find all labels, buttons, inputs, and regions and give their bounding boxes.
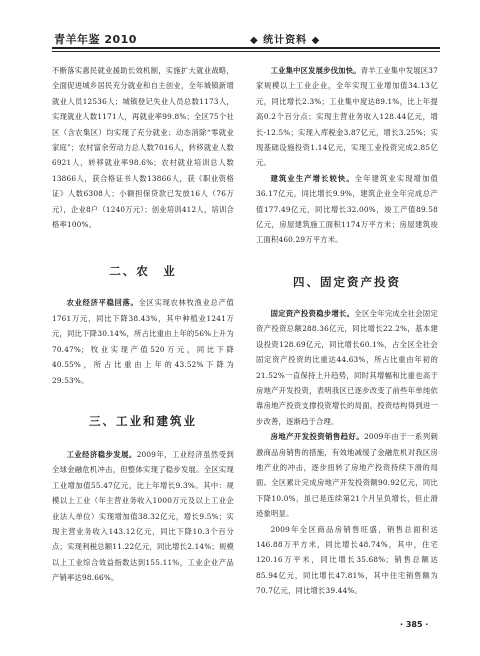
employment-paragraph: 不断落实惠民就业援助长效机制，实施扩大就业战略，全面促进城乡居民充分就业和自主创业，全年城镇新增就业人员12536人；城镇登记失业人员总数1173人，实现就业人数1171人，再就业率99.8%；全区75个社区（含农集区）均实现了充分就业；动态消除“零就业家庭”；农村富余劳动力总人数7016人，转移就业人数6921人，转移就业率98.6%；农村就业培训总人数13866人，获合格证书人数13866人，获《职业资格证》人数6308人；小额担保贷款已发放16人（76万元），企业8户（1240万元）；创业培训412人，培训合格率100%。 bbox=[52, 66, 234, 230]
industrial-zone-lead: 工业集中区发展步伐加快。 bbox=[270, 66, 361, 75]
left-column bbox=[52, 63, 234, 586]
section-title-investment: 四、固定资产投资 bbox=[293, 274, 401, 289]
page-number: · 385 · bbox=[400, 620, 429, 629]
section-tag: ◆ 统计资料 ◆ bbox=[250, 35, 321, 46]
investment-body: 全区全年完成全社会固定资产投资总额288.36亿元，同比增长22.2%，基本建设投资128.69亿元，同比增长60.1%，占全区全社会固定资产投资的比重达44.63%，所占比重由年初的21.52%一直保持上升趋势，同时其增幅和比重也高于房地产开发投资，表明我区已逐步改变了前些年单纯依靠房地产投资支撑投资增长的局面，投资结构得到进一步改善，逐渐趋于合理。 bbox=[256, 308, 438, 426]
real-estate-paragraph bbox=[256, 429, 438, 521]
investment-paragraph bbox=[256, 306, 438, 429]
agriculture-lead: 农业经济平稳回落。 bbox=[66, 298, 139, 308]
industry-lead: 工业经济稳步发展。 bbox=[66, 449, 137, 459]
page-header bbox=[52, 30, 440, 50]
real-estate-body: 2009年由于一系列刺激商品房销售的措施，有效地减缓了金融危机对我区房地产业的冲击，逐步扭转了房地产投资持续下滑的局面。全区累计完成房地产开发投资额90.92亿元，同比下降10.0%，虽已是连续第21个月呈负增长，但止滑迹象明显。 bbox=[256, 432, 438, 519]
header-rule-thin bbox=[52, 51, 440, 52]
agriculture-paragraph bbox=[52, 295, 234, 387]
sales-paragraph: 2009年全区商品房销售旺盛，销售总面积达146.88万平方米，同比增长48.74%，其中，住宅120.16万平米，同比增长35.68%；销售总额达85.94亿元，同比增长47.81%，其中住宅销售额为70.7亿元，同比增长39.44%。 bbox=[256, 524, 438, 596]
construction-paragraph bbox=[256, 171, 438, 248]
industry-body: 2009年，工业经济虽然受到全球金融危机冲击，但整体实现了稳步发展。全区实现工业增加值55.47亿元，比上年增长9.3%。其中：规模以上工业（年主营业务收入1000万元及以上工业企业法人单位）实现增加值38.32亿元，增长9.5%；实现主营业务收入143.12亿元，同比下降10.3个百分点；实现利税总额11.22亿元，同比增长2.14%；规模以上工业综合效益指数达到155.11%，工业企业产品产销率达98.66%。 bbox=[52, 449, 234, 583]
industry-paragraph bbox=[52, 447, 234, 586]
real-estate-lead: 房地产开发投资销售趋好。 bbox=[270, 432, 365, 442]
construction-body: 全年建筑业实现增加值36.17亿元，同比增长9.9%，建筑企业全年完成总产值177.49亿元，同比增长32.00%，竣工产值89.58亿元，房屋建筑施工面积1174万平方米；房屋建筑竣工面积460.29万平方米。 bbox=[256, 173, 439, 245]
industrial-zone-paragraph bbox=[256, 63, 438, 171]
header-rule-thick bbox=[52, 47, 440, 49]
yearbook-title: 青羊年鉴 2010 bbox=[54, 33, 137, 46]
investment-lead: 固定资产投资稳步增长。 bbox=[270, 308, 355, 318]
section-title-agriculture: 二、农 业 bbox=[109, 264, 177, 279]
industrial-zone-body: 青羊工业集中发展区37家规模以上工业企业，全年实现工业增加值34.13亿元，同比增长2.3%；工业集中度达89.1%，比上年提高0.2个百分点；实现主营业务收入128.44亿元，增长-12.5%；实现入库税金3.87亿元，增长3.25%；实现基础设施投资1.14亿元，实现工业投资完成2.85亿元。 bbox=[256, 66, 438, 168]
right-column bbox=[256, 63, 438, 599]
agriculture-body: 全区实现农林牧渔业总产值1761万元，同比下降38.43%，其中种植业1241万元，同比下降30.14%，所占比重由上年的56%上升为70.47%；牧业实现产值520万元，同比下降40.55%，所占比重由上年的43.52%下降为29.53%。 bbox=[52, 298, 234, 385]
construction-lead: 建筑业生产增长较快。 bbox=[270, 173, 355, 183]
section-title-industry: 三、工业和建筑业 bbox=[89, 413, 197, 428]
